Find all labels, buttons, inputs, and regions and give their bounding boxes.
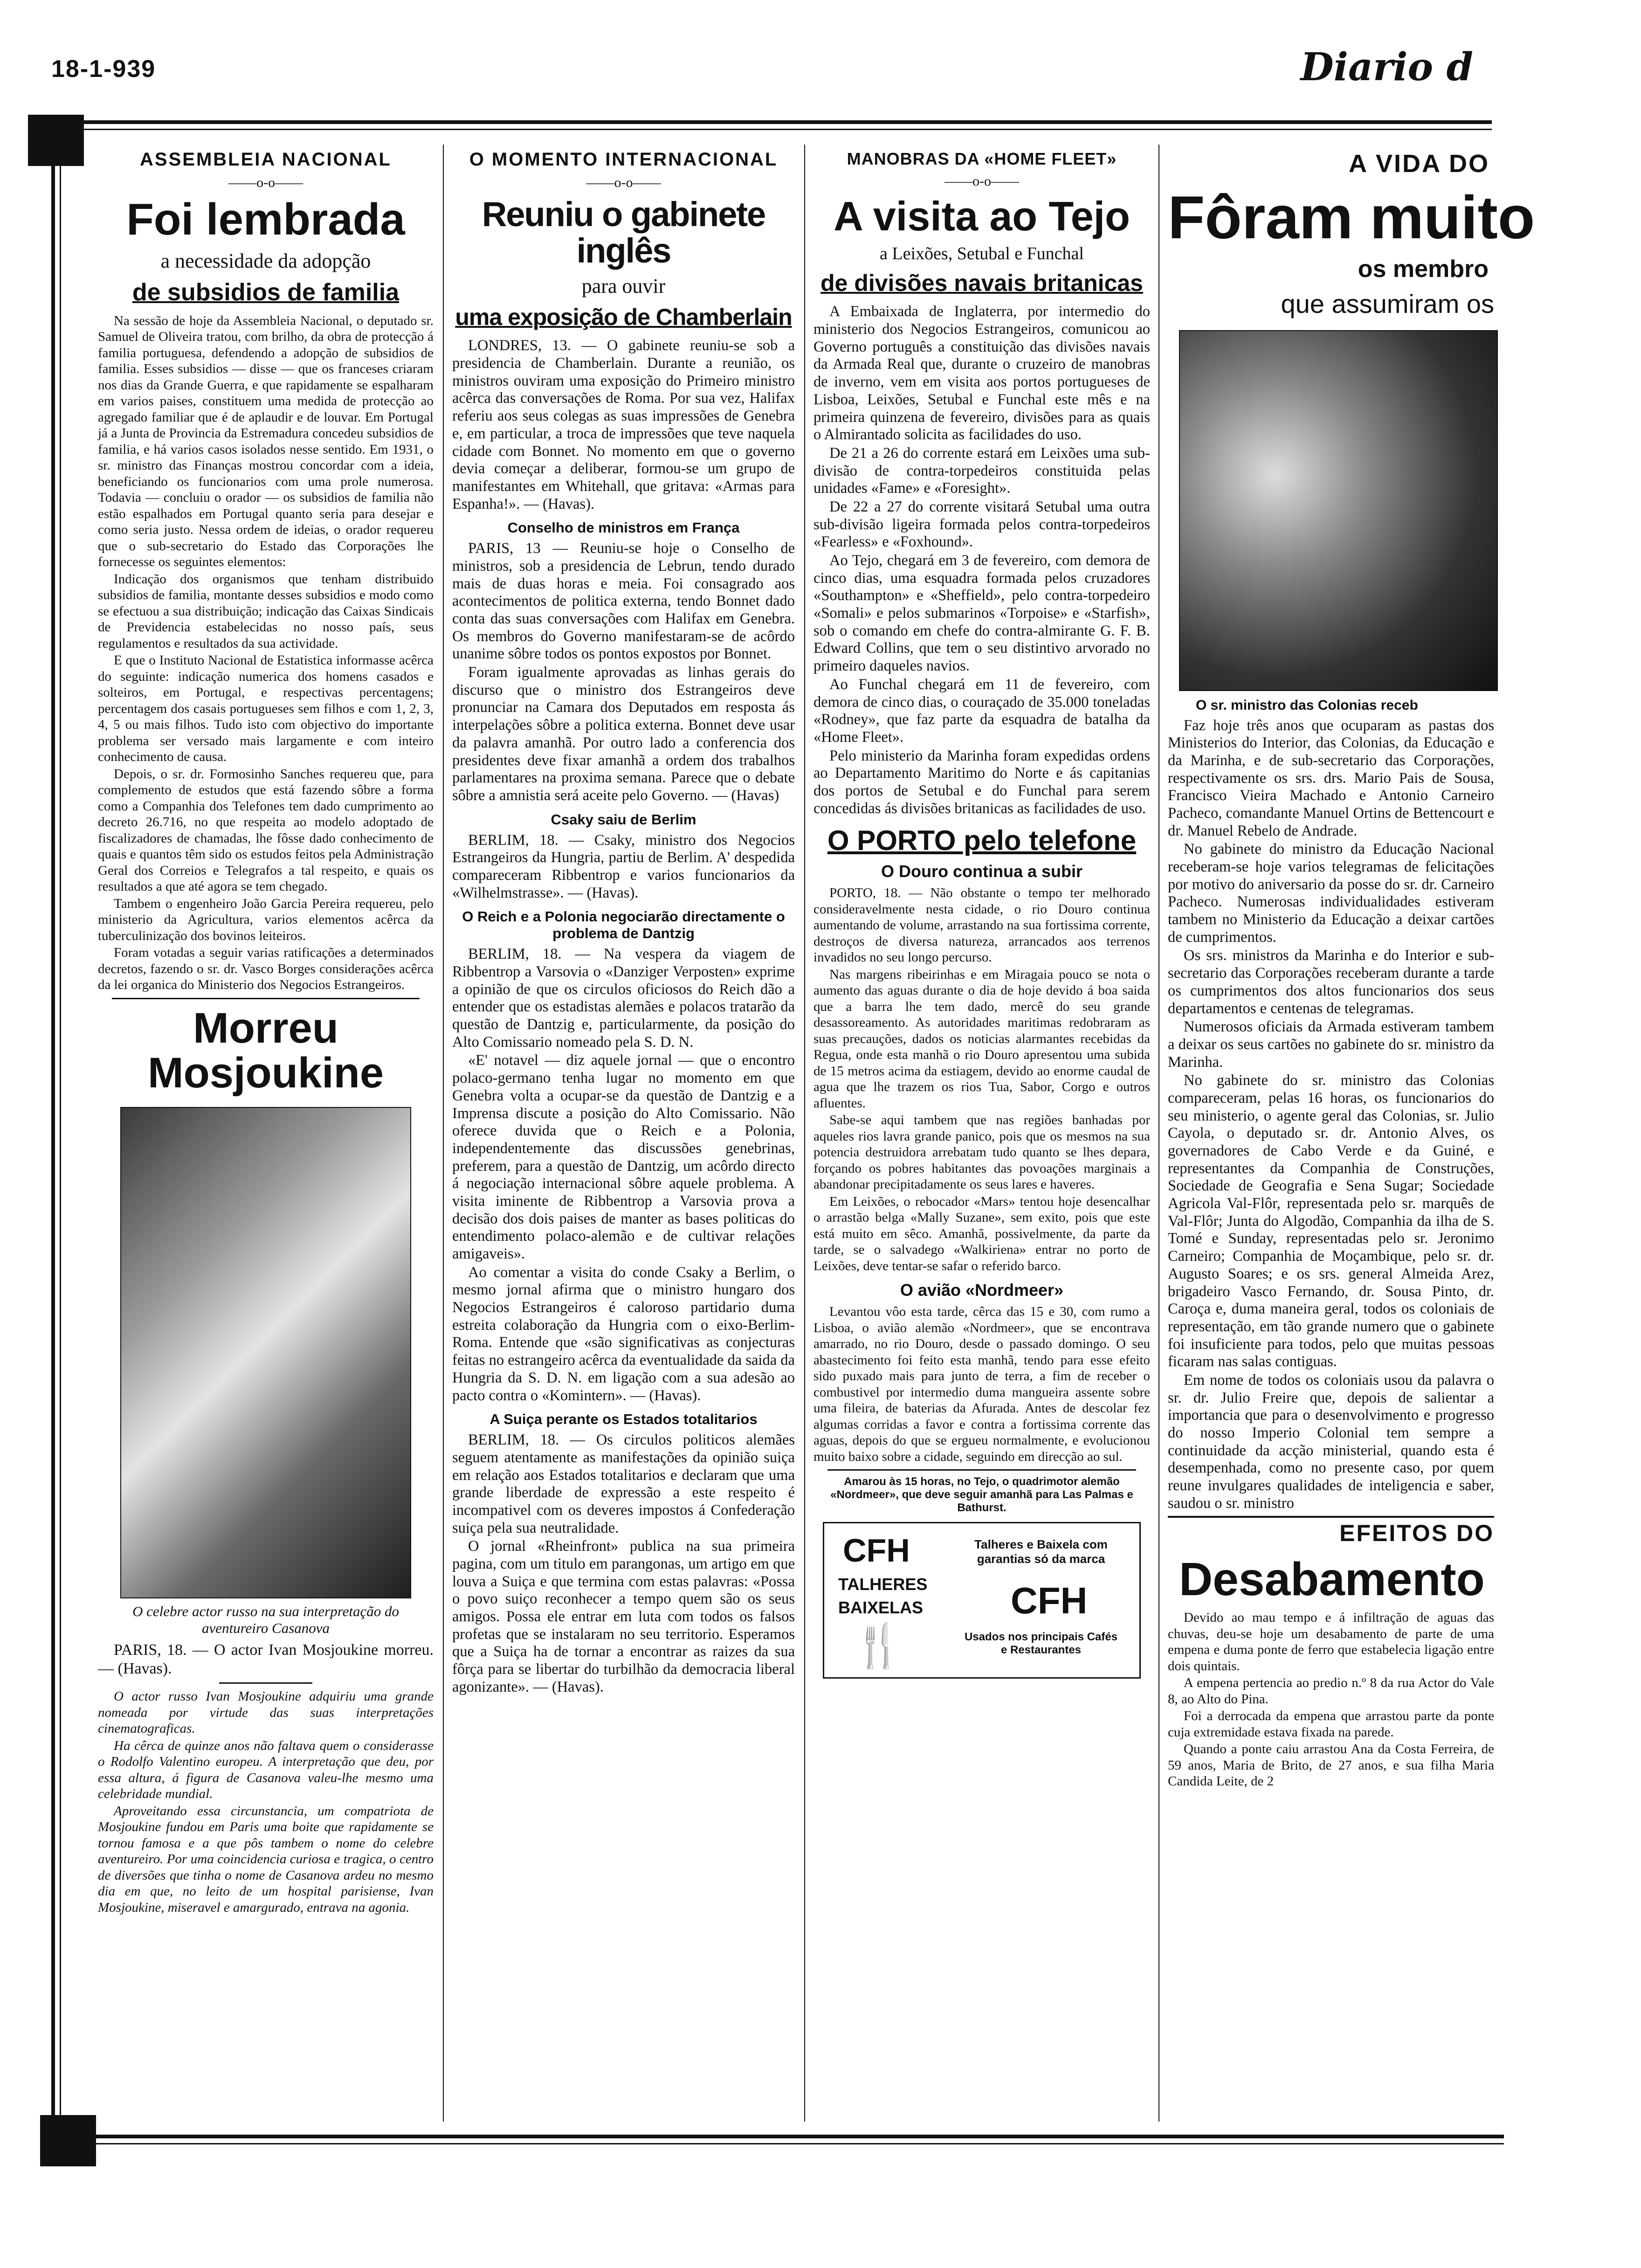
photo-caption: O sr. ministro das Colonias receb <box>1196 697 1418 713</box>
paragraph: Tambem o engenheiro João Garcia Pereira requereu, pelo ministerio da Agricultura, varios elementos acêrca da tuberculinização dos bovinos leiteiros. <box>98 896 434 943</box>
paragraph: Indicação dos organismos que tenham distribuido subsidios de familia, montante desses subsidios e modo como se efectuou a sua distribuição; indicação das Caixas Sindicais de Previdencia estabelecidas no nosso país, seus regulamentos e resultados da sua actividade. <box>98 571 434 651</box>
column-internacional <box>452 149 795 2117</box>
headline: A visita ao Tejo <box>834 193 1130 239</box>
ornament: ——o-o—— <box>228 175 303 190</box>
deck: a necessidade da adopção <box>160 249 371 272</box>
article-body <box>452 946 795 1404</box>
paragraph: Faz hoje três anos que ocuparam as pastas dos Ministerios do Interior, das Colonias, da Educação e da Marinha, e de sub-secretario das Corporações, respectivamente os srs. drs. Mario Pais de Sousa, Francisco Vieira Machado e Antonio Carneiro Pacheco, comandante Manuel Ortins de Bettencourt e dr. Manuel Rebelo de Andrade. <box>1168 717 1494 839</box>
bottom-rule-thin <box>96 2143 1504 2144</box>
news-brief: Amarou às 15 horas, no Tejo, o quadrimotor alemão «Nordmeer», que deve seguir amanhã para Las Palmas e Bathurst. <box>830 1475 1133 1514</box>
article-body <box>452 540 795 804</box>
paragraph: Os srs. ministros da Marinha e do Interior e sub-secretario das Corporações receberam durante a tarde os cumprimentos dos altos funcionarios dos seus departamentos e centenas de telegramas. <box>1168 947 1494 1017</box>
left-border-rule-thin <box>60 166 61 2115</box>
paragraph: Ao Funchal chegará em 11 de fevereiro, com demora de cinco dias, o couraçado de 35.000 toneladas «Rodney», que faz parte da esquadra de batalha da «Home Fleet». <box>814 676 1150 746</box>
paragraph: Foi a derrocada da empena que arrastou parte da ponte cuja extremidade estava fixada na parede. <box>1168 1708 1494 1740</box>
top-rule-thin <box>84 129 1492 130</box>
column-divider <box>443 145 444 2122</box>
obituary-lead <box>98 1641 434 1678</box>
article-body <box>814 1304 1150 1465</box>
paragraph: BERLIM, 18. — Os circulos politicos alemães seguem atentamente as manifestações da opinião suiça em relação aos Estados totalitarios e declaram que uma grande liberdade de expressão a este respeito é incompativel com os deveres impostos á Confederação suiça pela sua neutralidade. <box>452 1431 795 1536</box>
ad-text: Usados nos principais Cafés e Restaurantes <box>964 1630 1118 1656</box>
paragraph: Em nome de todos os coloniais usou da palavra o sr. dr. Julio Freire que, depois de salientar a importancia que para o desenvolvimento e progresso do nosso Imperio Colonial tem sempre a continuidade da acção ministerial, quando esta é desempenhada, como no presente caso, por quem reune invulgares qualidades de inteligencia e saber, saudou o sr. ministro <box>1168 1371 1494 1512</box>
paragraph: PORTO, 18. — Não obstante o tempo ter melhorado consideravelmente nesta cidade, o rio Douro continua aumentando de volume, arrastando na sua fortissima corrente, destroços de diversa natureza, arrancados aos terrenos invadidos no seu longo percurso. <box>814 885 1150 965</box>
headline: Reuniu o gabinete inglês <box>482 195 765 270</box>
article-body <box>1168 717 1494 1513</box>
paragraph: «E' notavel — diz aquele jornal — que o encontro polaco-germano tenha lugar no momento em que Genebra volta a ocupar-se da questão de Dantzig e a Imprensa discute a posição do Alto Comissario. Não oferece duvida que o Reich e a Polonia, independentemente das discussões genebrinas, preferem, para a questão de Dantzig, um acôrdo directo á negociação internacional sôbre aquele problema. A visita iminente de Ribbentrop a Varsovia prova a decisão dos dois paises de manter as bases politicas do entendimento polaco-alemão e de cultivar relações amigaveis». <box>452 1052 795 1262</box>
ministers-photo <box>1179 330 1498 691</box>
paragraph: LONDRES, 13. — O gabinete reuniu-se sob a presidencia de Chamberlain. Durante a reunião, os ministros ouviram uma exposição do Primeiro ministro acêrca das conversações de Roma. Por sua vez, Halifax referiu aos seus colegas as suas impressões de Genebra e, em particular, a troca de impressões que teve naquela cidade com Bonnet. No momento em que o governo devia começar a deliberar, formou-se um grupo de manifestantes em Whitehall, que gritava: «Armas para Espanha!». — (Havas). <box>452 337 795 512</box>
ad-brand-logo: CFH <box>1011 1579 1088 1621</box>
ornament: ——o-o—— <box>586 175 661 190</box>
subhead: O avião «Nordmeer» <box>900 1280 1064 1300</box>
cutlery-icon: 🍴 <box>852 1622 905 1669</box>
headline: Foi lembrada <box>126 194 405 244</box>
paragraph: Levantou vôo esta tarde, cêrca das 15 e 30, com rumo a Lisboa, o avião alemão «Nordmeer», que se encontrava amarrado, no rio Douro, desde o passado domingo. O seu abastecimento foi feito esta manhã, tendo para esse efeito sido puxado mais para junto de terra, a fim de receber o combustivel por intermedio duma mangueira assente sobre uma fileira, de baterias da Afurada. Antes de descolar fez algumas corridas a favor e contra a fortissima corrente das aguas, depois do que se ergueu normalmente, e evolucionou muito baixo sobre a cidade, seguindo em direcção ao sul. <box>814 1304 1150 1464</box>
deck: para ouvir <box>581 275 666 298</box>
paragraph: Foram votadas a seguir varias ratificações a determinados decretos, fazendo o sr. dr. Vasco Borges considerações acêrca da lei organica do Ministerio dos Negocios Estrangeiros. <box>98 945 434 993</box>
paragraph: Pelo ministerio da Marinha foram expedidas ordens ao Departamento Maritimo do Norte e ás capitanias dos portos de Setubal e do Funchal para serem concedidas ás divisões britanicas as facilidades de uso. <box>814 747 1150 817</box>
deck-secondary: uma exposição de Chamberlain <box>455 304 792 331</box>
paragraph: Ha cêrca de quinze anos não faltava quem o considerasse o Rodolfo Valentino europeu. A interpretação que deu, por essa altura, á figura de Casanova valeu-lhe mesmo uma celebridade mundial. <box>98 1738 434 1802</box>
paragraph: De 22 a 27 do corrente visitará Setubal uma outra sub-divisão ligeira formada pelos contra-torpedeiros «Fearless» e «Foxhound». <box>814 498 1150 551</box>
article-body <box>452 1431 795 1696</box>
ad-text: Talheres e Baixela com garantias só da marca <box>974 1537 1108 1566</box>
desabamento-headline: Desabamento <box>1179 1553 1485 1606</box>
column-divider <box>1158 145 1159 2122</box>
section-kicker: EFEITOS DO <box>1168 1516 1494 1547</box>
paragraph: Devido ao mau tempo e á infiltração de aguas das chuvas, deu-se hoje um desabamento de parte de uma empena e duma ponte de ferro que estabelecia ligação entre dois quintais. <box>1168 1610 1494 1673</box>
section-kicker: MANOBRAS DA «HOME FLEET» <box>847 149 1117 168</box>
paragraph: Depois, o sr. dr. Formosinho Sanches requereu que, para complemento de estudos que está fazendo sôbre a forma como a Companhia dos Telefones tem dado cumprimento ao decreto 26.716, no que respeita ao modelo adoptado de fiscalizadores de chamadas, lhe fôsse dado conhecimento de quais e quantos têm sido os estudos feitos pela Administração Geral dos Correios e Telegrafos a tal respeito, e quais os resultados a que até agora se tem chegado. <box>98 766 434 894</box>
paragraph: No gabinete do sr. ministro das Colonias compareceram, pelas 16 horas, os funcionarios do seu ministerio, o agente geral das Colonias, sr. Julio Cayola, o deputado sr. dr. Antonio Alves, os governadores de Cabo Verde e da Guiné, e representantes da Companhia de Construções, Sociedade de Geografia e Sena Sugar; Sociedade Agricola Val-Flôr, representada pelo sr. marquês de Val-Flôr; Junta do Algodão, Companhia da ilha de S. Tomé e Sunday, representadas pelo sr. Jeronimo Carneiro; Companhia de Moçambique, pelo sr. dr. Augusto Soares; e os srs. general Almeida Arez, brigadeiro Vasco Fernando, dr. Sousa Pinto, dr. Caroça e, duma maneira geral, todos os coloniais de representação, em tão grande numero que o gabinete foi insuficiente para todos, pelo que muitas pessoas ficaram nas salas contiguas. <box>1168 1072 1494 1370</box>
divider <box>112 998 420 999</box>
subhead: O Reich e a Polonia negociarão directamente o problema de Dantzig <box>462 908 785 942</box>
paragraph: Numerosos oficiais da Armada estiveram tambem a deixar os seus cartões no gabinete do sr. ministro da Marinha. <box>1168 1018 1494 1071</box>
top-rule <box>84 120 1492 124</box>
subhead: Conselho de ministros em França <box>507 519 740 536</box>
divider <box>219 1682 312 1684</box>
section-kicker: ASSEMBLEIA NACIONAL <box>140 149 392 170</box>
article-body <box>98 313 434 993</box>
paragraph: Ao comentar a visita do conde Csaky a Berlim, o mesmo jornal afirma que o ministro hungaro dos Negocios Estrangeiros é caloroso partidario duma estreita colaboração da Hungria com o eixo-Berlim-Roma. Entende que «são significativas as conjecturas feitas no estrangeiro acêrca da eventualidade da saida da Hungria da S. D. N. em ligação com a sua adesão ao pacto contra o «Komintern». — (Havas). <box>452 1264 795 1404</box>
deck: os membro <box>1358 255 1489 283</box>
article-body <box>452 337 795 513</box>
section-kicker: A VIDA DO <box>1348 150 1489 178</box>
paragraph: A empena pertencia ao predio n.º 8 da rua Actor do Vale 8, ao Alto do Pina. <box>1168 1675 1494 1707</box>
article-body <box>1168 1610 1494 1790</box>
paragraph: A Embaixada de Inglaterra, por intermedio do ministerio dos Negocios Estrangeiros, comunicou ao Governo português a constituição das divisões navais da Armada Real que, durante o cruzeiro de manobras de inverno, vem em visita aos portos portugueses de Lisboa, Leixões, Setubal e Funchal este mês e na primeira quinzena de fevereiro, divisões para as quais o Almirantado solicita as facilidades do uso. <box>814 303 1150 443</box>
column-vida <box>1168 149 1535 2117</box>
obituary-body <box>98 1688 434 1915</box>
photo-caption: O celebre actor russo na sua interpretação do aventureiro Casanova <box>132 1603 399 1636</box>
subhead: Csaky saiu de Berlim <box>551 811 696 828</box>
left-border-rule <box>51 166 55 2115</box>
paragraph: O jornal «Rheinfront» publica na sua primeira pagina, com um titulo em parangonas, um artigo em que louva a Suiça e que termina com estas palavras: «Possa o povo suiço reconhecer a tempo quem são os seus amigos. Possa ele entrar em luta com todos os falsos profetas que se instalaram no seu territorio. Esperamos que a Suiça ha de tornar a encontrar as raizes da sua fôrça para se libertar do turbilhão da democracia liberal agonizante». — (Havas). <box>452 1538 795 1695</box>
ad-line: BAIXELAS <box>838 1597 924 1617</box>
paragraph: De 21 a 26 do corrente estará em Leixões uma sub-divisão de contra-torpedeiros constituida pelas unidades «Fame» e «Foresight». <box>814 444 1150 497</box>
corner-marker-top <box>28 115 84 166</box>
subhead: A Suiça perante os Estados totalitarios <box>490 1411 758 1428</box>
page-date: 18-1-939 <box>51 55 156 83</box>
section-kicker: O MOMENTO INTERNACIONAL <box>469 149 778 170</box>
deck: a Leixões, Setubal e Funchal <box>880 244 1084 264</box>
paragraph: O actor russo Ivan Mosjoukine adquiriu uma grande nomeada por virtude das suas interpretações cinematograficas. <box>98 1689 434 1736</box>
paragraph: Em Leixões, o rebocador «Mars» tentou hoje desencalhar o arrastão belga «Mally Suzane», sem exito, pois que este está muito em sêco. Amanhã, possivelmente, da parte da tarde, se o salvadego «Walkiriena» entrar no porto de Leixões, deve tentar-se safar o referido barco. <box>814 1194 1150 1273</box>
paragraph: PARIS, 13 — Reuniu-se hoje o Conselho de ministros, sob a presidencia de Lebrun, tendo durado mais de duas horas e meia. Foi consagrado aos acontecimentos de politica externa, tendo Bonnet dado conta das suas conversações com Halifax em Genebra. Os membros do Governo manifestaram-se de acôrdo unanime sôbre todos os pontos expostos por Bonnet. <box>452 540 795 663</box>
corner-marker-bottom <box>40 2115 96 2166</box>
cfh-advertisement <box>823 1522 1141 1679</box>
paragraph: Ao Tejo, chegará em 3 de fevereiro, com demora de cinco dias, uma esquadra formada pelos cruzadores «Southampton» e «Sheffield», pelo contra-torpedeiro «Somali» e pelos submarinos «Torpoise» e «Starfish», sob o comando em chefe do contra-almirante G. F. B. Edward Collins, que tem o seu distintivo arvorado no primeiro daqueles navios. <box>814 552 1150 675</box>
paragraph: Quando a ponte caiu arrastou Ana da Costa Ferreira, de 59 anos, Maria de Brito, de 27 anos, e sua filha Maria Candida Leite, de 2 <box>1168 1742 1494 1789</box>
ornament: ——o-o—— <box>945 173 1019 189</box>
headline: Fôram muito <box>1168 183 1535 251</box>
divider <box>827 1469 1136 1471</box>
column-assembleia <box>98 149 434 2117</box>
masthead: Diario d <box>1300 45 1473 90</box>
paragraph: BERLIM, 18. — Na vespera da viagem de Ribbentrop a Varsovia o «Danziger Verposten» exprime a opinião de que os circulos oficiosos do Reich dão a entender que os estadistas alemães e polacos tratarão da questão de Dantzig e, particularmente, da posição do Alto Comissario nomeado pela S. D. N. <box>452 946 795 1051</box>
paragraph: No gabinete do ministro da Educação Nacional receberam-se hoje varios telegramas de felicitações por motivo do aniversario da posse do sr. dr. Carneiro Pacheco. Numerosas individualidades estiveram tambem no Ministerio da Educação a deixar cartões de cumprimentos. <box>1168 841 1494 946</box>
porto-headline: O PORTO pelo telefone <box>827 825 1137 857</box>
article-body <box>814 885 1150 1274</box>
actor-photo <box>120 1107 411 1598</box>
deck-secondary: que assumiram os <box>1281 289 1494 318</box>
paragraph: Foram igualmente aprovadas as linhas gerais do discurso que o ministro dos Estrangeiros deve pronunciar na Camara dos Deputados em resposta ás interpelações sôbre a politica externa. Bonnet deve usar da palavra amanhã. Por outro lado a conferencia dos presidentes deve fixar amanhã a ordem dos trabalhos parlamentares na proxima semana. Parece que o debate sôbre a amnistia será aceite pelo Governo. — (Havas) <box>452 664 795 804</box>
column-home-fleet <box>814 149 1150 2117</box>
article-body <box>452 832 795 902</box>
column-divider <box>804 145 805 2122</box>
paragraph: Na sessão de hoje da Assembleia Nacional, o deputado sr. Samuel de Oliveira tratou, com brilho, da obra de protecção á familia portuguesa, defendendo a adopção de subsidios de familia. Esses subsidios — disse — que os franceses criaram nos dias da Grande Guerra, e que rapidamente se espalharam em varios paises, constituem uma medida de protecção ao agregado familiar que é de aplaudir e de louvar. Em Portugal já a Junta de Provincia da Estremadura concedeu subsidios de familia, e há varios casos isolados nesse sentido. Em 1931, o sr. ministro das Finanças mostrou concordar com a ideia, beneficiando os funcionarios com uma prole numerosa. Todavia — concluiu o orador — os subsidios de familia não estão espalhados em Portugal quanto seria para desejar e como seria justo. Nessa ordem de ideias, o orador requereu que o sub-secretario do Estado das Corporações lhe fornecesse os seguintes elementos: <box>98 313 434 570</box>
deck-secondary: de subsidios de familia <box>132 278 400 306</box>
subhead: O Douro continua a subir <box>881 862 1083 881</box>
paragraph: Aproveitando essa circunstancia, um compatriota de Mosjoukine fundou em Paris uma boite que rapidamente se tornou famosa e a que pôs tambem o nome do celebre aventureiro. Por uma coincidencia curiosa e tragica, o centro de diversões que tinha o nome de Casanova ardeu no mesmo dia em que, no leito de um hospital parisiense, Ivan Mosjoukine, miseravel e amargurado, entrava na agonia. <box>98 1803 434 1915</box>
paragraph: BERLIM, 18. — Csaky, ministro dos Negocios Estrangeiros da Hungria, partiu de Berlim. A' despedida compareceram Ribbentrop e varios funcionarios da «Wilhelmstrasse». — (Havas). <box>452 831 795 901</box>
deck-secondary: de divisões navais britanicas <box>820 270 1143 297</box>
paragraph: E que o Instituto Nacional de Estatistica informasse acêrca do seguinte: indicação numerica dos homens casados e solteiros, em Portugal, e respectivas percentagens; percentagem dos casais portugueses sem filhos e com 1, 2, 3, 4, 5 ou mais filhos. Tudo isto com objectivo do importante problema ser versado mais largamente e com inteiro conhecimento de causa. <box>98 653 434 765</box>
paragraph: Nas margens ribeirinhas e em Miragaia pouco se nota o aumento das aguas durante o dia de hoje devido á boa saida que a barra lhe tem dado, mercê do seu grande desassoreamento. As autoridades maritimas redobraram as suas precauções, dados os noticias alarmantes recebidas da Regua, onde esta manhã o rio Douro apresentou uma subida de 15 metros acima da estiagem, devido ao enorme caudal de agua que lhe trazem os rios Tua, Sabor, Corgo e outros afluentes. <box>814 967 1150 1111</box>
article-body <box>814 303 1150 817</box>
ad-line: TALHERES <box>838 1574 928 1594</box>
paragraph: PARIS, 18. — O actor Ivan Mosjoukine morreu. — (Havas). <box>98 1641 434 1677</box>
ad-brand-logo: CFH <box>843 1532 910 1569</box>
paragraph: Sabe-se aqui tambem que nas regiões banhadas por aqueles rios lavra grande panico, pois que os mesmos na sua potencia destruidora arrebatam tudo quanto se lhes depara, forçando os pobres habitantes das povoações marginais a abandonar precipitadamente os seus lares e haveres. <box>814 1113 1150 1192</box>
obituary-headline: Morreu Mosjoukine <box>147 1004 384 1097</box>
bottom-rule <box>96 2135 1504 2138</box>
